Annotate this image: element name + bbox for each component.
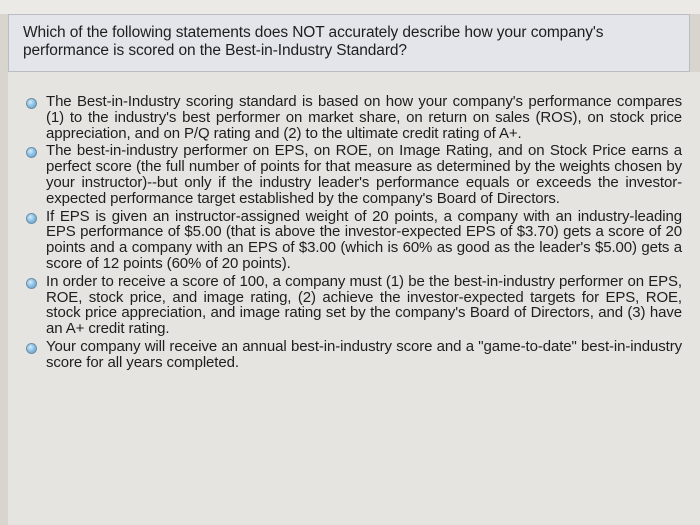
radio-button-icon[interactable]	[26, 98, 37, 109]
answer-option-text: The Best-in-Industry scoring standard is based on how your company's performance compares (1) to the industry's best performer on market share, on return on sales (ROS), on stock price appreciation, and on P/Q rating and (2) to the ultimate credit rating of A+.	[46, 93, 682, 142]
answer-option-e[interactable]	[20, 339, 682, 371]
answer-option-text: Your company will receive an annual best-in-industry score and a "game-to-date" best-in-industry score for all years completed.	[46, 337, 682, 371]
radio-button-icon[interactable]	[26, 278, 37, 289]
answer-option-text: The best-in-industry performer on EPS, on ROE, on Image Rating, and on Stock Price earns a perfect score (the full number of points for that measure as determined by the weights chosen by your instructor)--but only if the industry leader's performance equals or exceeds the investor-expected performance target established by the company's Board of Directors.	[46, 142, 682, 207]
answer-option-d[interactable]	[20, 274, 682, 337]
top-strip	[0, 0, 700, 14]
answer-option-c[interactable]	[20, 209, 682, 272]
question-text: Which of the following statements does NOT accurately describe how your company's performance is scored on the Best-in-Industry Standard?	[23, 24, 604, 59]
radio-button-icon[interactable]	[26, 147, 37, 158]
answer-options-list	[8, 72, 700, 525]
question-header	[8, 14, 690, 72]
radio-button-icon[interactable]	[26, 213, 37, 224]
answer-option-text: In order to receive a score of 100, a company must (1) be the best-in-industry performer on EPS, ROE, stock price, and image rating, (2) achieve the investor-expected targets for EPS, ROE, stock price appreciation, and image rating set by the company's Board of Directors, and (3) have an A+ credit rating.	[46, 272, 682, 338]
answer-option-a[interactable]	[20, 94, 682, 141]
answer-option-text: If EPS is given an instructor-assigned weight of 20 points, a company with an industry-leading EPS performance of $5.00 (that is above the investor-expected EPS of $3.70) gets a score of 20 points and a company with an EPS of $3.00 (which is 60% as good as the leader's $5.00) gets a score of 12 points (60% of 20 points).	[46, 207, 682, 272]
radio-button-icon[interactable]	[26, 343, 37, 354]
answer-option-b[interactable]	[20, 143, 682, 206]
